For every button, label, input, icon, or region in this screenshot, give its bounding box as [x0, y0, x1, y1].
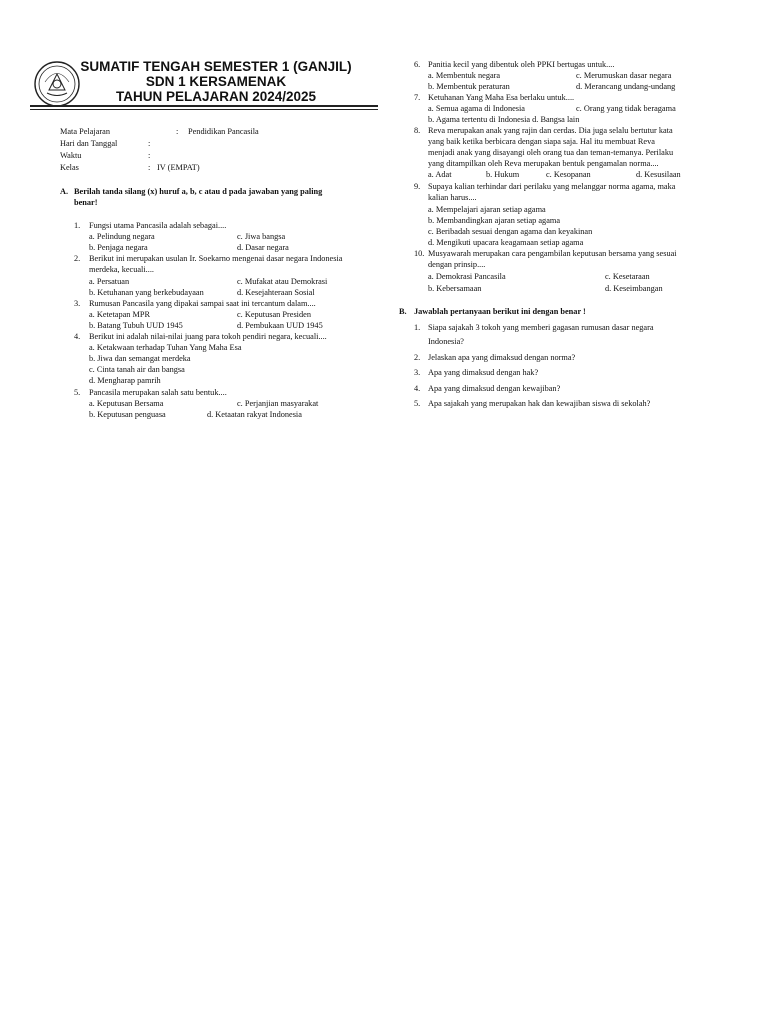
question-number: 7. [414, 93, 421, 102]
question-number: 6. [414, 60, 421, 69]
identity-sep: : [176, 127, 179, 136]
question-text: Berikut ini adalah nilai-nilai juang para tokoh pendiri negara, kecuali.... [89, 332, 327, 341]
option-a: a. Adat [428, 170, 452, 179]
identity-label: Hari dan Tanggal [60, 139, 118, 148]
question-text: Rumusan Pancasila yang dipakai sampai saat ini tercantum dalam.... [89, 299, 316, 308]
essay-number: 5. [414, 399, 421, 408]
option-a: a. Keputusan Bersama [89, 399, 164, 408]
option-b: b. Penjaga negara [89, 243, 148, 252]
option-a: a. Membentuk negara [428, 71, 501, 80]
section-b-instruction: Jawablah pertanyaan berikut ini dengan benar ! [414, 307, 586, 316]
school-name: SDN 1 KERSAMENAK [145, 74, 287, 89]
option-c: c. Mufakat atau Demokrasi [237, 277, 328, 286]
option-d: d. Mengikuti upacara keagamaan setiap agama [428, 238, 584, 247]
option-d: d. Merancang undang-undang [576, 82, 676, 91]
identity-value: Pendidikan Pancasila [188, 127, 259, 136]
question-text: merdeka, kecuali.... [89, 265, 154, 274]
option-c: c. Perjanjian masyarakat [237, 399, 319, 408]
essay-number: 3. [414, 368, 421, 377]
section-a-instruction: Berilah tanda silang (x) huruf a, b, c atau d pada jawaban yang paling [74, 187, 323, 196]
option-a: a. Persatuan [89, 277, 130, 286]
identity-label: Waktu [60, 151, 82, 160]
question-text: Pancasila merupakan salah satu bentuk.... [89, 388, 227, 397]
section-a-instruction: benar! [74, 198, 98, 207]
option-d: d. Mengharap pamrih [89, 376, 161, 385]
option-d: d. Kesejahteraan Sosial [237, 288, 315, 297]
essay-question: Jelaskan apa yang dimaksud dengan norma? [428, 353, 576, 362]
option-c: c. Jiwa bangsa [237, 232, 286, 241]
essay-number: 2. [414, 353, 421, 362]
question-text: dengan prinsip.... [428, 260, 486, 269]
option-a: a. Mempelajari ajaran setiap agama [428, 205, 546, 214]
option-c: c. Cinta tanah air dan bangsa [89, 365, 185, 374]
question-text: yang baik ketika berbicara dengan siapa saja. Hal itu membuat Reva [428, 137, 655, 146]
essay-question: Siapa sajakah 3 tokoh yang memberi gagasan rumusan dasar negara [428, 323, 654, 332]
section-b-label: B. [399, 307, 407, 316]
question-number: 3. [74, 299, 81, 308]
question-text: kalian harus.... [428, 193, 477, 202]
option-d: d. Pembukaan UUD 1945 [237, 321, 323, 330]
question-number: 9. [414, 182, 421, 191]
exam-title: SUMATIF TENGAH SEMESTER 1 (GANJIL) [80, 59, 352, 74]
question-text: Reva merupakan anak yang rajin dan cerdas. Dia juga selalu bertutur kata [428, 126, 673, 135]
question-text: menjadi anak yang disayangi oleh orang tua dan teman-temanya. Perilaku [428, 148, 674, 157]
option-b: b. Membentuk peraturan [428, 82, 510, 91]
question-text: Musyawarah merupakan cara pengambilan keputusan bersama yang sesuai [428, 249, 677, 258]
question-number: 4. [74, 332, 81, 341]
header-rule-thin [30, 109, 378, 110]
option-b: b. Hukum [486, 170, 520, 179]
identity-sep: : [148, 151, 151, 160]
option-b: b. Kebersamaan [428, 284, 482, 293]
option-c: c. Orang yang tidak beragama [576, 104, 676, 113]
essay-question: Apa yang dimaksud dengan kewajiban? [428, 384, 561, 393]
option-a: a. Pelindung negara [89, 232, 155, 241]
option-b: b. Keputusan penguasa [89, 410, 166, 419]
academic-year: TAHUN PELAJARAN 2024/2025 [115, 89, 317, 104]
option-a: a. Ketakwaan terhadap Tuhan Yang Maha Esa [89, 343, 242, 352]
option-a: a. Semua agama di Indonesia [428, 104, 525, 113]
question-text: Supaya kalian terhindar dari perilaku yang melanggar norma agama, maka [428, 182, 676, 191]
question-text: Fungsi utama Pancasila adalah sebagai.... [89, 221, 227, 230]
question-number: 2. [74, 254, 81, 263]
option-c: c. Kesetaraan [605, 272, 650, 281]
essay-number: 1. [414, 323, 421, 332]
option-c: c. Keputusan Presiden [237, 310, 311, 319]
essay-question: Apa sajakah yang merupakan hak dan kewajiban siswa di sekolah? [428, 399, 651, 408]
identity-value: IV (EMPAT) [157, 163, 200, 172]
question-number: 5. [74, 388, 81, 397]
identity-label: Mata Pelajaran [60, 127, 110, 136]
option-d: d. Dasar negara [237, 243, 289, 252]
question-number: 10. [414, 249, 425, 258]
header-rule-thick [30, 105, 378, 107]
option-d: d. Ketaatan rakyat Indonesia [207, 410, 302, 419]
identity-sep: : [148, 139, 151, 148]
option-d: d. Keseimbangan [605, 284, 663, 293]
option-a: a. Demokrasi Pancasila [428, 272, 506, 281]
option-b: b. Ketuhanan yang berkebudayaan [89, 288, 204, 297]
option-d: d. Kesusilaan [636, 170, 681, 179]
question-text: Ketuhanan Yang Maha Esa berlaku untuk.... [428, 93, 575, 102]
question-number: 8. [414, 126, 421, 135]
question-text: Berikut ini merupakan usulan Ir. Soekarno mengenai dasar negara Indonesia [89, 254, 343, 263]
option-c: c. Merumuskan dasar negara [576, 71, 672, 80]
option-a: a. Ketetapan MPR [89, 310, 151, 319]
option-b-d: b. Agama tertentu di Indonesia d. Bangsa lain [428, 115, 580, 124]
option-c: c. Kesopanan [546, 170, 591, 179]
section-a-label: A. [60, 187, 69, 196]
identity-sep: : [148, 163, 151, 172]
essay-question: Indonesia? [428, 337, 464, 346]
question-text: Panitia kecil yang dibentuk oleh PPKI bertugas untuk.... [428, 60, 615, 69]
essay-number: 4. [414, 384, 421, 393]
identity-label: Kelas [60, 163, 79, 172]
question-number: 1. [74, 221, 81, 230]
essay-question: Apa yang dimaksud dengan hak? [428, 368, 539, 377]
question-text: yang ditampilkan oleh Reva merupakan bentuk pengamalan norma.... [428, 159, 659, 168]
option-b: b. Jiwa dan semangat merdeka [89, 354, 191, 363]
option-b: b. Batang Tubuh UUD 1945 [89, 321, 183, 330]
option-c: c. Beribadah sesuai dengan agama dan keyakinan [428, 227, 593, 236]
option-b: b. Membandingkan ajaran setiap agama [428, 216, 561, 225]
